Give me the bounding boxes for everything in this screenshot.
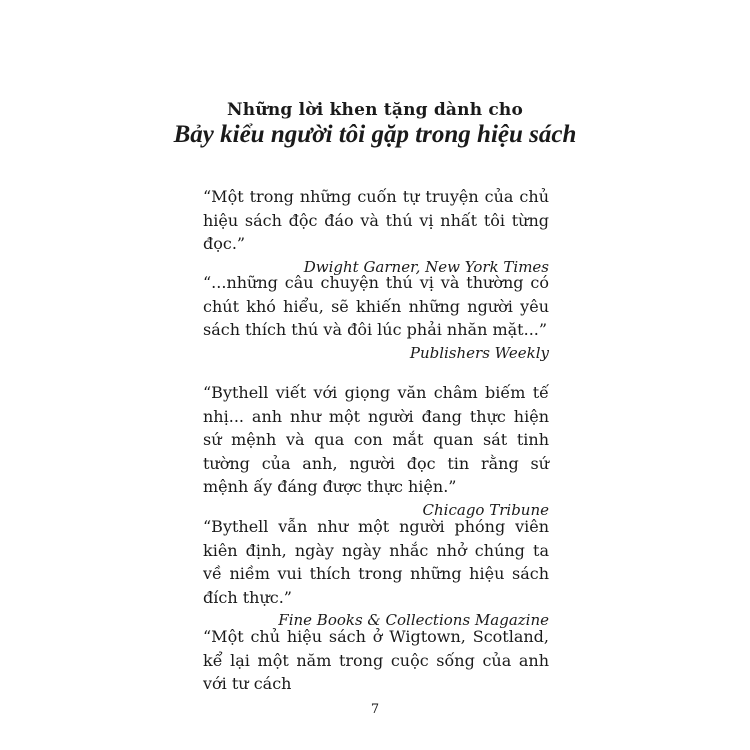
- quote-source: Fine Books & Collections Magazine: [278, 611, 549, 629]
- book-title: Bảy kiểu người tôi gặp trong hiệu sách: [173, 121, 577, 148]
- praise-quote: [203, 515, 549, 633]
- quote-text: “Bythell vẫn như một người phóng viên kiên định, ngày ngày nhắc nhở chúng ta về niềm vui thích trong những hiệu sách đích thực.”: [203, 517, 549, 607]
- quote-source: Dwight Garner, New York Times: [303, 257, 549, 276]
- praise-quote: [203, 185, 549, 279]
- praise-quote: [203, 271, 549, 365]
- quote-text: “Một trong những cuốn tự truyện của chủ hiệu sách độc đáo và thú vị nhất tôi từng đọc.”: [203, 187, 549, 253]
- praise-quote: [203, 625, 549, 696]
- quote-source: Chicago Tribune: [422, 500, 549, 519]
- praise-heading: Những lời khen tặng dành cho: [226, 100, 524, 120]
- quote-source: Publishers Weekly: [409, 343, 549, 362]
- quote-text: “Bythell viết với giọng văn châm biếm tế nhị... anh như một người đang thực hiện sứ mệnh và qua con mắt quan sát tinh tường của anh, người đọc tin rằng sứ mệnh ấy đáng được thực hiện.”: [203, 383, 549, 496]
- praise-quote: [203, 381, 549, 522]
- quote-text: “...những câu chuyện thú vị và thường có chút khó hiểu, sẽ khiến những người yêu sách thích thú và đôi lúc phải nhăn mặt...”: [203, 273, 549, 339]
- page-number: 7: [370, 702, 380, 717]
- quote-text: “Một chủ hiệu sách ở Wigtown, Scotland, kể lại một năm trong cuộc sống của anh với tư cách: [203, 627, 549, 693]
